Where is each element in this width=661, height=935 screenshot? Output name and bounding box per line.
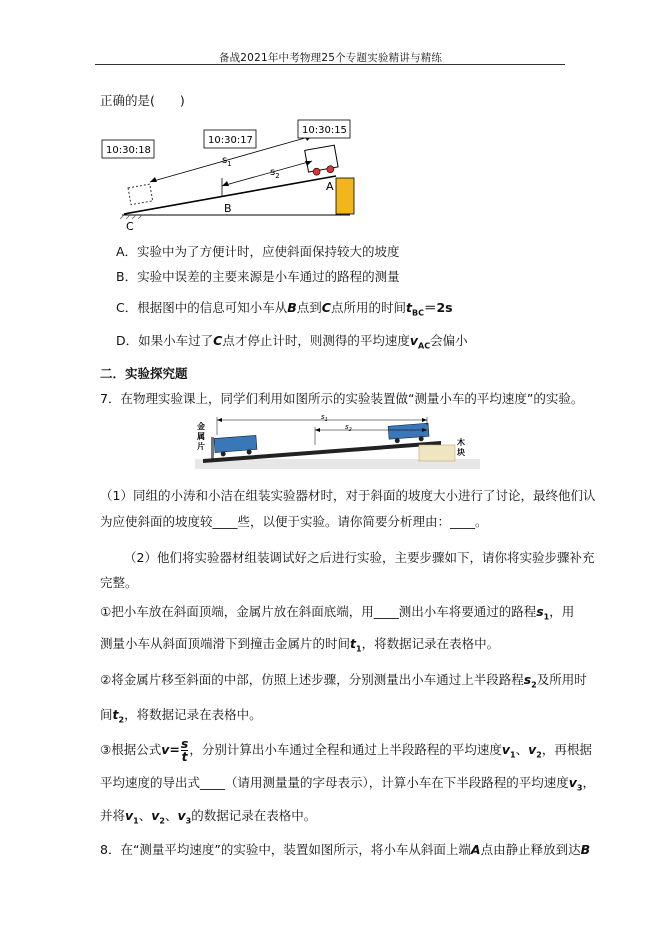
q7-part1-line2: 为应使斜面的坡度较____些，以便于实验。请你简要分析理由：____。 — [100, 514, 488, 529]
page-header: 备战2021年中考物理25个专题实验精讲与精练 — [218, 52, 443, 64]
q7-step2-line2: 间$t_2$，将数据记录在表格中。 — [100, 707, 262, 725]
metal-label-2: 属 — [197, 432, 205, 441]
q7-part2-line2: 完整。 — [100, 575, 138, 590]
option-b: B．实验中误差的主要来源是小车通过的路程的测量 — [116, 269, 400, 284]
metal-piece — [211, 437, 214, 459]
q7-step1-line1: ①把小车放在斜面顶端，金属片放在斜面底端，用____测出小车将要通过的路程$s_1$，用 — [100, 604, 575, 622]
q7-step3-line3: 并将$v_1$、$v_2$、$v_3$的数据记录在表格中。 — [100, 808, 317, 826]
cart-at-a — [305, 145, 339, 176]
ground-hatch — [120, 215, 142, 219]
option-a: A．实验中为了方便计时，应使斜面保持较大的坡度 — [116, 244, 400, 259]
label-a: A — [326, 180, 334, 193]
fig2-label-s1: $s_1$ — [321, 415, 328, 423]
metal-label-1: 金 — [197, 422, 205, 431]
cart-at-c — [128, 184, 153, 205]
label-b: B — [224, 202, 232, 215]
q7-step1-line2: 测量小车从斜面顶端滑下到撞击金属片的时间$t_1$，将数据记录在表格中。 — [100, 636, 500, 654]
option-d: D．如果小车过了C点才停止计时，则测得的平均速度$v_{AC}$会偏小 — [116, 333, 468, 351]
q7-step3-line1: ③根据公式v= $\frac{s}{t}$ ，分别计算出小车通过全程和通过上半段路程的平均速度$v_1$、$v_2$，再根据 — [100, 736, 592, 764]
label-c: C — [126, 220, 134, 233]
metal-label-3: 片 — [197, 442, 205, 451]
question-stem-tail: 正确的是( ) — [100, 93, 185, 108]
q7-stem: 7．在物理实验课上，同学们利用如图所示的实验装置做“测量小车的平均速度”的实验。 — [100, 391, 584, 406]
label-s2: $s_2$ — [270, 167, 280, 180]
cart-top — [388, 423, 429, 443]
q7-step3-line2: 平均速度的导出式____（请用测量量的字母表示），计算小车在下半段路程的平均速度$v_3$， — [100, 775, 596, 793]
time-b: 10:30:17 — [208, 135, 253, 146]
q7-step2-line1: ②将金属片移至斜面的中部，仿照上述步骤，分别测量出小车通过上半段路程$s_2$及所用时 — [100, 672, 587, 690]
option-c: C．根据图中的信息可知小车从B点到C点所用的时间$t_{BC}=2s$ — [116, 300, 453, 318]
q7-apparatus-figure — [195, 415, 480, 473]
header-rule — [95, 64, 565, 65]
formula-fraction: $\frac{s}{t}$ — [180, 736, 189, 764]
time-c: 10:30:18 — [106, 145, 151, 156]
q7-part1-line1: （1）同组的小涛和小洁在组装实验器材时，对于斜面的坡度大小进行了讨论，最终他们认 — [100, 488, 596, 503]
wood-label-2: 块 — [457, 448, 465, 457]
time-a: 10:30:15 — [302, 125, 347, 136]
wood-block — [419, 445, 455, 461]
q7-part2-line1: （2）他们将实验器材组装调试好之后进行实验，主要步骤如下，请你将实验步骤补充 — [124, 550, 595, 565]
label-s1: $s_1$ — [222, 155, 232, 168]
fig2-label-s2: $s_2$ — [345, 423, 352, 433]
section-title: 二．实验探究题 — [100, 366, 188, 381]
q8-stem: 8．在“测量平均速度”的实验中，装置如图所示，将小车从斜面上端A点由静止释放到达B — [100, 842, 591, 857]
support-block — [336, 178, 354, 214]
wood-label-1: 木 — [457, 438, 465, 447]
cart-bottom — [214, 435, 257, 457]
incline-timer-figure — [100, 118, 365, 236]
